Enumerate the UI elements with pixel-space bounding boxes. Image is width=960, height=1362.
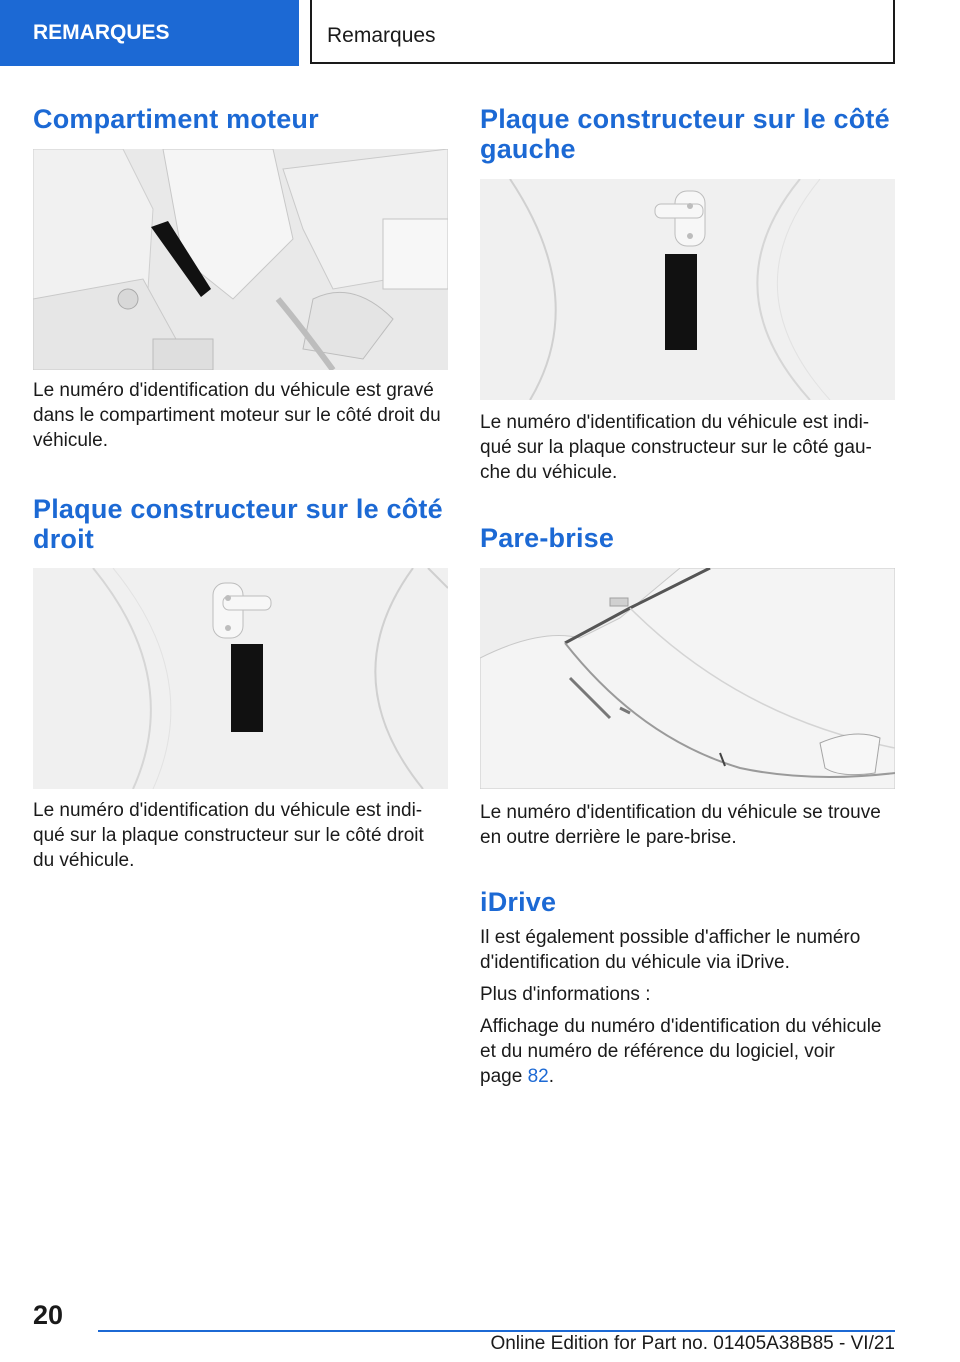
plate-left-image — [480, 179, 895, 400]
plate-right-text: Le numéro d'identification du véhicule est indi-qué sur la plaque constructeur sur le côté droit du véhicule. — [33, 800, 424, 871]
idrive-text-3-end: . — [548, 1066, 554, 1087]
plate-left-text: Le numéro d'identification du véhicule est indi-qué sur la plaque constructeur sur le côté gau-che du véhicule. — [480, 412, 872, 483]
section-tab — [0, 0, 299, 66]
engine-text: Le numéro d'identification du véhicule est gravé dans le compartiment moteur sur le côté droit du véhicule. — [33, 380, 441, 451]
heading-plate-left-line2: gauche — [480, 134, 576, 164]
idrive-text-3 — [480, 1014, 895, 1089]
footer-rule — [98, 1330, 895, 1332]
windshield-image — [480, 568, 895, 789]
page-reference-link[interactable]: 82 — [527, 1066, 549, 1087]
footer-edition: Online Edition for Part no. 01405A38B85 - VI/21 — [490, 1333, 895, 1354]
idrive-text-2: Plus d'informations : — [480, 984, 651, 1005]
page-header-title-text: Remarques — [327, 24, 436, 47]
windshield-text: Le numéro d'identification du véhicule se trouve en outre derrière le pare-brise. — [480, 802, 881, 848]
heading-engine: Compartiment moteur — [33, 104, 319, 134]
heading-windshield: Pare-brise — [480, 523, 615, 553]
engine-compartment-image — [33, 149, 448, 370]
plate-right-image — [33, 568, 448, 789]
idrive-text-3-body: Affichage du numéro d'identification du véhicule et du numéro de référence du logiciel, voir page — [480, 1016, 882, 1087]
section-tab-label: REMARQUES — [33, 21, 170, 44]
page-number: 20 — [33, 1300, 64, 1330]
heading-idrive: iDrive — [480, 887, 557, 917]
heading-plate-right-line2: droit — [33, 524, 94, 554]
heading-plate-right-line1: Plaque constructeur sur le côté — [33, 494, 443, 524]
heading-plate-left-line1: Plaque constructeur sur le côté — [480, 104, 890, 134]
idrive-text-1: Il est également possible d'afficher le numéro d'identification du véhicule via iDrive. — [480, 927, 861, 973]
page-header-title — [310, 0, 895, 64]
